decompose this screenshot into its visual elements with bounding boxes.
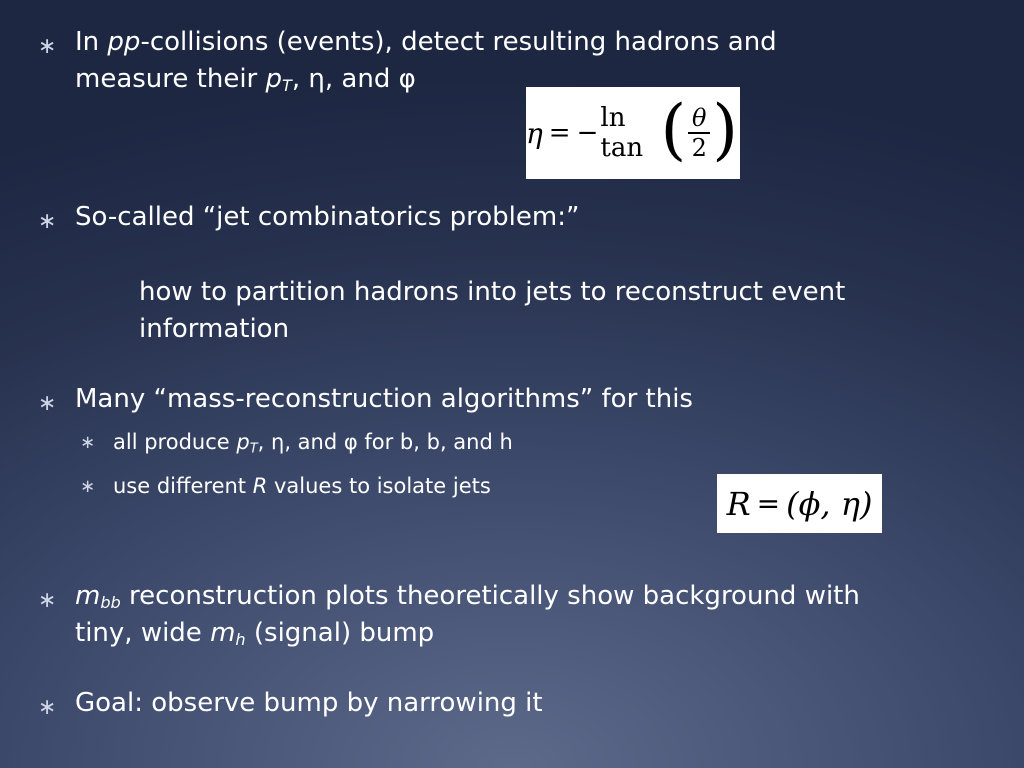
formula-lhs: R: [726, 484, 751, 523]
text-span-italic: R: [252, 474, 268, 498]
formula-fn: ln tan: [600, 103, 644, 163]
text-span-italic: p: [236, 430, 250, 454]
text-span: (signal) bump: [245, 618, 435, 648]
text-span: use different: [113, 474, 253, 498]
bullet-marker: ∗: [38, 34, 57, 59]
formula-eq: =: [548, 118, 571, 148]
text-span: In: [75, 27, 108, 57]
text-span: , η, and φ: [291, 64, 416, 94]
text-span: , η, and φ for b, b, and h: [257, 430, 513, 454]
sub-bullet-marker: ∗: [80, 432, 96, 453]
r-formula-image: [717, 474, 882, 533]
bullet-3: Many “mass-reconstruction algorithms” for this: [75, 384, 693, 414]
text-span-italic: m: [210, 618, 236, 648]
bullet-3-sub-1: [113, 428, 513, 463]
subscript: bb: [100, 593, 121, 613]
text-span: reconstruction plots theoretically show background with: [120, 581, 860, 611]
bullet-2-detail-line-2: information: [139, 314, 290, 344]
text-span-italic: p: [265, 64, 283, 94]
text-span: all produce: [113, 430, 237, 454]
formula-eq: =: [756, 487, 781, 520]
eta-formula-image: [526, 87, 740, 179]
fraction-denominator: 2: [691, 133, 707, 162]
formula-minus: −: [576, 118, 599, 148]
bullet-3-sub-2: [113, 472, 491, 500]
formula-paren-left: (: [660, 91, 687, 168]
text-span: tiny, wide: [75, 618, 211, 648]
text-span: -collisions (events), detect resulting hadrons and: [140, 27, 777, 57]
formula-lhs: η: [526, 116, 543, 150]
sub-bullet-marker: ∗: [80, 476, 96, 497]
text-span: measure their: [75, 64, 266, 94]
formula-paren-right: ): [712, 91, 738, 168]
bullet-1-line-2: [75, 61, 416, 104]
bullet-4-line-2: [75, 615, 434, 658]
text-span: values to isolate jets: [267, 474, 491, 498]
bullet-marker: ∗: [38, 588, 57, 613]
subscript: T: [282, 76, 292, 96]
subscript: h: [235, 630, 246, 650]
fraction-numerator: θ: [692, 104, 707, 133]
bullet-1-line-1: [75, 24, 777, 61]
bullet-2-detail-line-1: how to partition hadrons into jets to reconstruct event: [139, 277, 846, 307]
text-span-italic: pp: [107, 27, 141, 57]
bullet-marker: ∗: [38, 391, 57, 416]
subscript: T: [249, 441, 258, 457]
formula-args: (ϕ, η): [786, 484, 873, 523]
bullet-2: So-called “jet combinatorics problem:”: [75, 202, 580, 232]
bullet-marker: ∗: [38, 695, 57, 720]
bullet-marker: ∗: [38, 209, 57, 234]
bullet-5: Goal: observe bump by narrowing it: [75, 688, 543, 718]
formula-fraction: [688, 104, 710, 162]
text-span-italic: m: [75, 581, 101, 611]
